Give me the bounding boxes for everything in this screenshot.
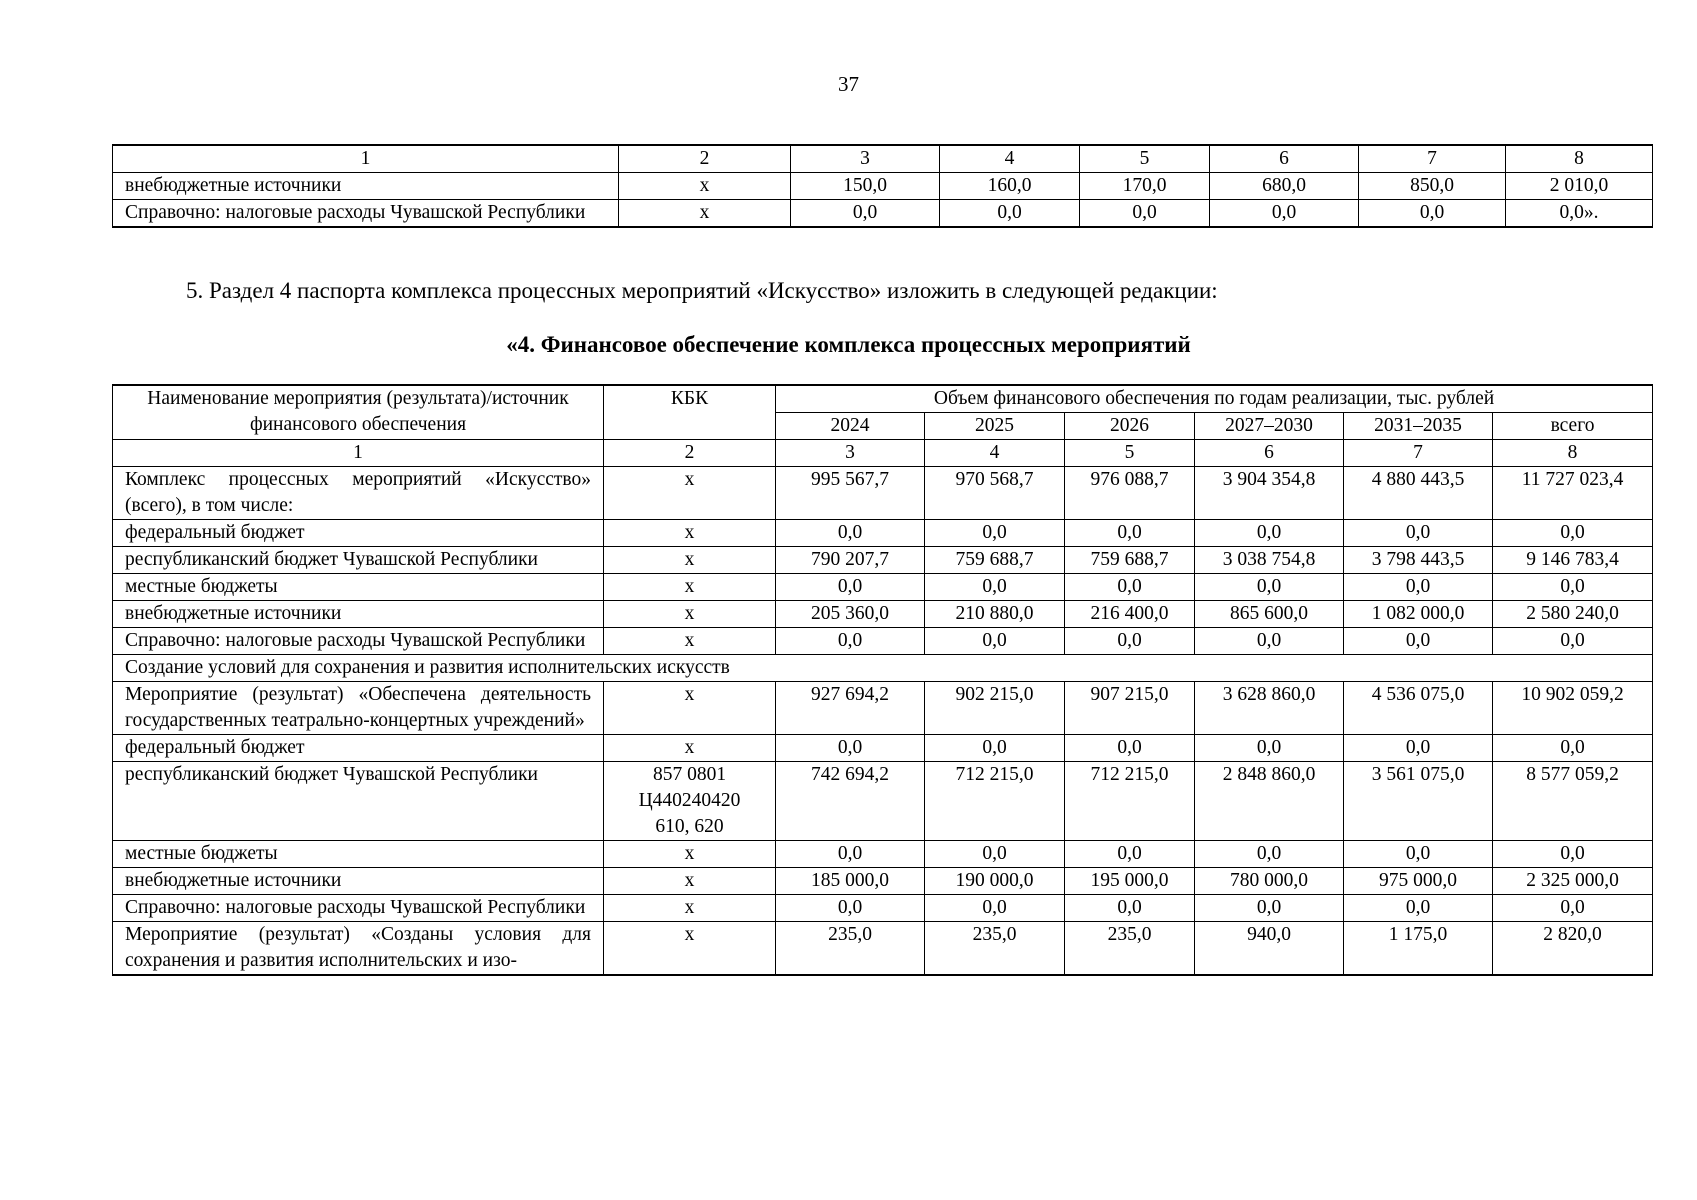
table-row [113, 601, 1653, 628]
column-number: 3 [791, 145, 940, 173]
row-name: федеральный бюджет [113, 735, 604, 762]
row-value: 927 694,2 [776, 682, 925, 735]
row-value: 0,0 [1195, 628, 1344, 655]
row-value: 0,0 [1195, 520, 1344, 547]
column-number: 3 [776, 440, 925, 467]
row-name: местные бюджеты [113, 574, 604, 601]
column-number-row [113, 145, 1653, 173]
row-value: 185 000,0 [776, 868, 925, 895]
year-header: 2026 [1065, 413, 1195, 440]
row-kbk: x [604, 841, 776, 868]
row-value: 8 577 059,2 [1493, 762, 1653, 841]
row-value: 780 000,0 [1195, 868, 1344, 895]
row-value: 1 175,0 [1344, 922, 1493, 976]
row-name: республиканский бюджет Чувашской Республики [113, 762, 604, 841]
row-value: 976 088,7 [1065, 467, 1195, 520]
row-name: Справочно: налоговые расходы Чувашской Республики [113, 200, 619, 228]
table-row [113, 682, 1653, 735]
column-number: 7 [1344, 440, 1493, 467]
row-value: 9 146 783,4 [1493, 547, 1653, 574]
row-value: 759 688,7 [1065, 547, 1195, 574]
column-number: 6 [1195, 440, 1344, 467]
row-value: 0,0 [776, 520, 925, 547]
row-kbk: x [604, 868, 776, 895]
row-value: 0,0 [1195, 895, 1344, 922]
column-number: 1 [113, 145, 619, 173]
row-value: 0,0 [1065, 841, 1195, 868]
row-value: 0,0 [940, 200, 1080, 228]
row-value: 902 215,0 [925, 682, 1065, 735]
row-value: 0,0 [1344, 574, 1493, 601]
table-row [113, 574, 1653, 601]
row-value: 0,0 [1210, 200, 1359, 228]
row-kbk: x [619, 200, 791, 228]
kbk-line: Ц440240420 [638, 790, 741, 811]
row-value: 4 880 443,5 [1344, 467, 1493, 520]
row-name: внебюджетные источники [113, 601, 604, 628]
row-value: 680,0 [1210, 173, 1359, 200]
row-value: 0,0 [925, 628, 1065, 655]
table-row [113, 173, 1653, 200]
column-number: 5 [1080, 145, 1210, 173]
row-name: Мероприятие (результат) «Созданы условия для сохранения и развития исполнительских и изо- [113, 922, 604, 976]
row-value: 0,0 [776, 735, 925, 762]
row-value: 0,0 [1065, 735, 1195, 762]
year-header: всего [1493, 413, 1653, 440]
row-value: 742 694,2 [776, 762, 925, 841]
row-value: 0,0 [1344, 520, 1493, 547]
row-value: 0,0 [1195, 574, 1344, 601]
table-row [113, 841, 1653, 868]
amendment-paragraph: 5. Раздел 4 паспорта комплекса процессных мероприятий «Искусство» изложить в следующей редакции: [186, 278, 1218, 303]
row-value: 0,0 [925, 895, 1065, 922]
row-kbk: x [604, 601, 776, 628]
kbk-line: 610, 620 [655, 816, 724, 837]
row-value: 235,0 [1065, 922, 1195, 976]
row-value: 0,0 [925, 520, 1065, 547]
row-value: 0,0 [1065, 574, 1195, 601]
column-number: 7 [1359, 145, 1506, 173]
row-value: 0,0 [1344, 628, 1493, 655]
row-value: 3 904 354,8 [1195, 467, 1344, 520]
row-value: 0,0 [1493, 520, 1653, 547]
column-number: 8 [1506, 145, 1653, 173]
row-kbk [604, 762, 776, 841]
row-value: 0,0 [1344, 841, 1493, 868]
page-number: 37 [838, 72, 859, 96]
table-row [113, 922, 1653, 976]
row-kbk: x [604, 628, 776, 655]
row-name: Комплекс процессных мероприятий «Искусство» (всего), в том числе: [113, 467, 604, 520]
row-value: 0,0 [1493, 628, 1653, 655]
column-number: 2 [619, 145, 791, 173]
row-value: 1 082 000,0 [1344, 601, 1493, 628]
row-value: 712 215,0 [925, 762, 1065, 841]
volume-column-header: Объем финансового обеспечения по годам реализации, тыс. рублей [776, 385, 1653, 413]
row-value: 3 561 075,0 [1344, 762, 1493, 841]
table-row [113, 467, 1653, 520]
row-value: 0,0 [776, 841, 925, 868]
row-value: 0,0 [1344, 895, 1493, 922]
row-name: внебюджетные источники [113, 173, 619, 200]
row-value: 975 000,0 [1344, 868, 1493, 895]
row-name: Справочно: налоговые расходы Чувашской Республики [113, 895, 604, 922]
table-row [113, 520, 1653, 547]
row-value: 850,0 [1359, 173, 1506, 200]
row-kbk: x [604, 520, 776, 547]
row-kbk: x [604, 735, 776, 762]
row-name: местные бюджеты [113, 841, 604, 868]
row-kbk: x [604, 467, 776, 520]
year-header: 2031–2035 [1344, 413, 1493, 440]
year-header: 2025 [925, 413, 1065, 440]
row-value: 0,0 [776, 628, 925, 655]
row-value: 0,0 [925, 574, 1065, 601]
row-kbk: x [619, 173, 791, 200]
row-value: 216 400,0 [1065, 601, 1195, 628]
row-value: 790 207,7 [776, 547, 925, 574]
row-value: 2 820,0 [1493, 922, 1653, 976]
row-value: 3 798 443,5 [1344, 547, 1493, 574]
table-row [113, 628, 1653, 655]
row-name: федеральный бюджет [113, 520, 604, 547]
kbk-column-header: КБК [604, 385, 776, 440]
row-kbk: x [604, 682, 776, 735]
table-row [113, 547, 1653, 574]
section-title: «4. Финансовое обеспечение комплекса процессных мероприятий [506, 332, 1191, 357]
row-kbk: x [604, 895, 776, 922]
row-value: 995 567,7 [776, 467, 925, 520]
row-value: 0,0 [1359, 200, 1506, 228]
row-value: 0,0 [1065, 628, 1195, 655]
row-value: 150,0 [791, 173, 940, 200]
header-row [113, 385, 1653, 413]
row-value: 205 360,0 [776, 601, 925, 628]
row-value: 0,0 [776, 895, 925, 922]
year-header: 2027–2030 [1195, 413, 1344, 440]
kbk-line: 857 0801 [652, 764, 727, 785]
row-value: 0,0 [1065, 895, 1195, 922]
row-value: 170,0 [1080, 173, 1210, 200]
year-header: 2024 [776, 413, 925, 440]
row-kbk: x [604, 574, 776, 601]
row-value: 0,0 [1065, 520, 1195, 547]
row-value: 210 880,0 [925, 601, 1065, 628]
row-value: 0,0 [791, 200, 940, 228]
column-number: 6 [1210, 145, 1359, 173]
row-value: 190 000,0 [925, 868, 1065, 895]
row-value: 3 628 860,0 [1195, 682, 1344, 735]
row-value: 4 536 075,0 [1344, 682, 1493, 735]
row-value: 940,0 [1195, 922, 1344, 976]
row-value: 0,0 [1493, 574, 1653, 601]
row-value: 0,0 [925, 841, 1065, 868]
row-value: 0,0 [925, 735, 1065, 762]
column-number: 4 [925, 440, 1065, 467]
row-value: 2 848 860,0 [1195, 762, 1344, 841]
row-value: 0,0 [1195, 735, 1344, 762]
column-number-row [113, 440, 1653, 467]
row-value: 0,0 [1195, 841, 1344, 868]
continuation-table [112, 144, 1653, 228]
row-value: 235,0 [925, 922, 1065, 976]
financing-table [112, 384, 1653, 976]
section-row [113, 655, 1653, 682]
row-name: Справочно: налоговые расходы Чувашской Республики [113, 628, 604, 655]
row-value: 10 902 059,2 [1493, 682, 1653, 735]
row-name: Мероприятие (результат) «Обеспечена деятельность государственных театрально-концертных учреждений» [113, 682, 604, 735]
table-row [113, 868, 1653, 895]
row-value: 0,0». [1506, 200, 1653, 228]
row-value: 0,0 [1080, 200, 1210, 228]
row-value: 907 215,0 [1065, 682, 1195, 735]
row-value: 0,0 [1493, 841, 1653, 868]
table-row [113, 895, 1653, 922]
row-value: 712 215,0 [1065, 762, 1195, 841]
table-row [113, 762, 1653, 841]
column-number: 2 [604, 440, 776, 467]
row-value: 2 010,0 [1506, 173, 1653, 200]
table-row [113, 735, 1653, 762]
row-value: 865 600,0 [1195, 601, 1344, 628]
column-number: 1 [113, 440, 604, 467]
name-column-header: Наименование мероприятия (результата)/источник финансового обеспечения [113, 385, 604, 440]
row-value: 0,0 [1344, 735, 1493, 762]
row-kbk: x [604, 547, 776, 574]
row-value: 970 568,7 [925, 467, 1065, 520]
row-value: 0,0 [1493, 895, 1653, 922]
row-value: 235,0 [776, 922, 925, 976]
table-row [113, 200, 1653, 228]
row-value: 2 325 000,0 [1493, 868, 1653, 895]
row-value: 0,0 [776, 574, 925, 601]
row-value: 160,0 [940, 173, 1080, 200]
column-number: 8 [1493, 440, 1653, 467]
row-value: 195 000,0 [1065, 868, 1195, 895]
row-name: республиканский бюджет Чувашской Республики [113, 547, 604, 574]
column-number: 5 [1065, 440, 1195, 467]
row-value: 759 688,7 [925, 547, 1065, 574]
column-number: 4 [940, 145, 1080, 173]
section-row-title: Создание условий для сохранения и развития исполнительских искусств [113, 655, 1653, 682]
row-value: 2 580 240,0 [1493, 601, 1653, 628]
row-value: 11 727 023,4 [1493, 467, 1653, 520]
row-kbk: x [604, 922, 776, 976]
row-value: 0,0 [1493, 735, 1653, 762]
row-value: 3 038 754,8 [1195, 547, 1344, 574]
row-name: внебюджетные источники [113, 868, 604, 895]
